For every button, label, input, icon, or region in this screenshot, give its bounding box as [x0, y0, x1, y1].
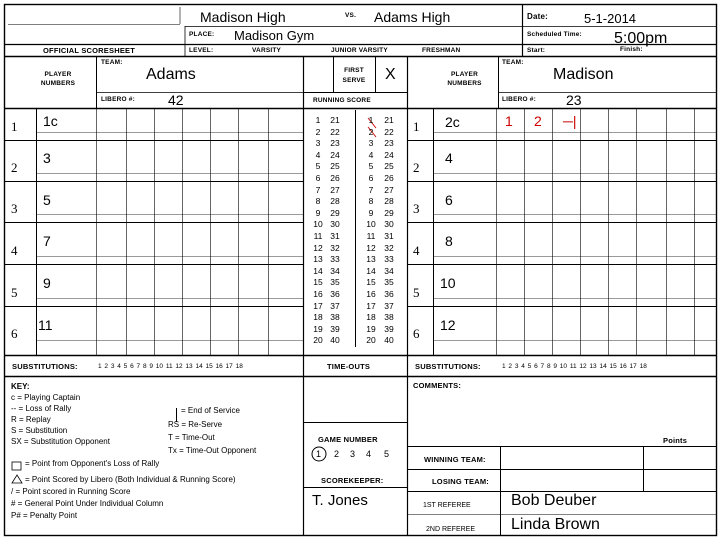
running-score-cell: 19	[366, 323, 376, 334]
game-number-5: 5	[384, 449, 390, 459]
running-score-cell: 20	[313, 335, 323, 346]
running-score-cell: 29	[384, 207, 394, 218]
running-score-cell: 9	[315, 207, 321, 218]
form-title: OFFICIAL SCORESHEET	[43, 46, 136, 55]
serve-mark-1: 1	[505, 113, 513, 129]
second-referee-label: 2ND REFEREE	[426, 526, 476, 533]
level-label: LEVEL:	[189, 47, 214, 54]
running-score-cell: 31	[384, 231, 394, 241]
running-score-cell: 8	[368, 196, 374, 207]
running-score-cell: 19	[313, 323, 323, 334]
running-score-cell: 5	[315, 161, 321, 172]
running-score-cell: 10	[313, 219, 323, 230]
away-team-name: Adams High	[374, 9, 451, 25]
winning-team-label: WINNING TEAM:	[424, 455, 486, 464]
running-score-cell: 32	[330, 242, 340, 253]
running-score-cell: 27	[330, 184, 340, 195]
running-score-cell: 37	[384, 300, 394, 311]
running-score-cell: 40	[384, 335, 394, 346]
running-score-cell: 5	[368, 161, 374, 172]
running-score-label: RUNNING SCORE	[313, 97, 371, 104]
timeouts-label: TIME-OUTS	[327, 362, 371, 371]
right-player-4: 8	[445, 233, 453, 249]
key-line-end-of-service: = End of Service	[181, 406, 240, 415]
running-score-cell: 2	[315, 126, 321, 137]
running-score-cell: 36	[330, 289, 340, 299]
right-rotation-1: 1	[413, 119, 420, 134]
running-score-cell: 14	[313, 265, 323, 276]
finish-label: Finish:	[620, 46, 643, 53]
running-score-cell: 21	[384, 115, 394, 125]
running-score-cell: 34	[330, 265, 340, 276]
running-score-cell: 31	[330, 231, 340, 241]
running-score-cell: 18	[366, 312, 376, 323]
scorekeeper-label: SCOREKEEPER:	[321, 476, 384, 485]
right-libero-label: LIBERO #:	[502, 96, 536, 103]
running-score-cell: 22	[384, 126, 394, 137]
running-score-cell: 28	[384, 196, 394, 207]
right-player-5: 10	[440, 275, 456, 291]
key-line-substitution: S = Substitution	[11, 426, 68, 435]
running-score-cell: 30	[330, 219, 340, 230]
running-score-cell: 21	[330, 115, 340, 125]
running-score-cell: 12	[313, 242, 323, 253]
running-score-cell: 33	[330, 254, 340, 265]
right-rotation-5: 5	[413, 285, 420, 300]
scheduled-time-label: Scheduled Time:	[527, 31, 582, 38]
running-score-cell: 11	[313, 231, 323, 241]
key-line-loss-of-rally: -- = Loss of Rally	[11, 404, 72, 413]
running-score-cell: 14	[366, 265, 376, 276]
place-value: Madison Gym	[234, 28, 315, 43]
place-label: PLACE:	[189, 31, 215, 38]
scorekeeper-name: T. Jones	[312, 492, 368, 509]
running-score-cell: 25	[330, 161, 340, 172]
running-score-cell: 18	[313, 312, 323, 323]
start-label: Start:	[527, 47, 546, 54]
key-line-opponent-loss: = Point from Opponent's Loss of Rally	[25, 459, 160, 468]
key-line-general-point: # = General Point Under Individual Column	[11, 499, 164, 508]
key-line-replay: R = Replay	[11, 415, 51, 424]
left-player-6: 11	[38, 317, 53, 333]
date-value: 5-1-2014	[584, 11, 637, 26]
running-score-cell: 26	[330, 173, 340, 183]
level-freshman: FRESHMAN	[422, 47, 461, 54]
right-substitutions-numbers: 1 2 3 4 5 6 7 8 9 10 11 12 13 14 15 16 17 18	[502, 363, 647, 370]
left-rotation-2: 2	[11, 160, 18, 175]
running-score-cell: 16	[366, 289, 376, 299]
running-score-cell: 1	[368, 115, 374, 125]
right-player-2: 4	[445, 150, 453, 166]
right-player-numbers-header: PLAYER NUMBERS	[447, 71, 482, 87]
running-score-cell: 30	[384, 219, 394, 230]
running-score-cell: 26	[384, 173, 394, 183]
key-line-running-score: / = Point scored in Running Score	[11, 487, 131, 496]
running-score-cell: 24	[384, 149, 394, 160]
running-score-cell: 16	[313, 289, 323, 299]
home-team-name: Madison High	[200, 9, 286, 25]
running-score-cell: 25	[384, 161, 394, 172]
running-score-cell: 36	[384, 289, 394, 299]
running-score-cell: 4	[315, 149, 321, 160]
key-line-timeout-opponent: Tx = Time-Out Opponent	[168, 446, 257, 455]
left-player-2: 3	[43, 150, 51, 166]
left-player-5: 9	[43, 275, 51, 291]
first-serve-mark: X	[385, 66, 396, 83]
running-score-cell: 15	[366, 277, 376, 288]
right-team-label: TEAM:	[502, 59, 524, 66]
running-score-cell: 6	[368, 173, 374, 183]
running-score-cell: 23	[384, 138, 394, 149]
game-number-1: 1	[316, 449, 322, 459]
running-score-cell: 17	[366, 300, 376, 311]
running-score-cell: 11	[366, 231, 376, 241]
right-team-name: Madison	[553, 66, 614, 83]
running-score-cell: 17	[313, 300, 323, 311]
second-referee-name: Linda Brown	[511, 516, 600, 533]
date-label: Date:	[527, 12, 549, 21]
running-score-cell: 2	[368, 126, 374, 137]
left-rotation-3: 3	[11, 201, 18, 216]
key-line-libero-point: = Point Scored by Libero (Both Individual & Running Score)	[25, 475, 236, 484]
left-rotation-1: 1	[11, 119, 18, 134]
running-score-cell: 35	[384, 277, 394, 288]
scheduled-time-value: 5:00pm	[614, 30, 668, 47]
running-score-cell: 23	[330, 138, 340, 149]
comments-label: COMMENTS:	[413, 381, 462, 390]
running-score-cell: 39	[330, 323, 340, 334]
running-score-cell: 20	[366, 335, 376, 346]
running-score-cell: 34	[384, 265, 394, 276]
key-line-penalty: P# = Penalty Point	[11, 511, 78, 520]
running-score-cell: 38	[384, 312, 394, 323]
right-rotation-2: 2	[413, 160, 420, 175]
running-score-cell: 37	[330, 300, 340, 311]
running-score-cell: 4	[368, 149, 374, 160]
running-score-cell: 12	[366, 242, 376, 253]
key-title: KEY:	[11, 382, 30, 391]
left-team-label: TEAM:	[101, 59, 123, 66]
game-number-label: GAME NUMBER	[318, 435, 378, 444]
running-score-cell: 33	[384, 254, 394, 265]
right-libero-number: 23	[566, 92, 582, 108]
key-line-captain: c = Playing Captain	[11, 393, 81, 402]
running-score-cell: 13	[313, 254, 323, 265]
running-score-cell: 8	[315, 196, 321, 207]
running-score-cell: 27	[384, 184, 394, 195]
right-player-1: 2c	[445, 114, 460, 130]
running-score-cell: 6	[315, 173, 321, 183]
level-jv: JUNIOR VARSITY	[331, 47, 388, 54]
running-score-cell: 3	[368, 138, 374, 149]
left-substitutions-label: SUBSTITUTIONS:	[12, 362, 78, 371]
serve-mark-2: 2	[534, 113, 542, 129]
right-rotation-4: 4	[413, 243, 420, 258]
running-score-cell: 38	[330, 312, 340, 323]
losing-team-label: LOSING TEAM:	[432, 477, 489, 486]
running-score-cell: 35	[330, 277, 340, 288]
running-score-cell: 10	[366, 219, 376, 230]
points-label: Points	[663, 436, 688, 445]
game-number-3: 3	[350, 449, 356, 459]
level-varsity: VARSITY	[252, 47, 282, 54]
left-team-name: Adams	[146, 66, 196, 83]
first-referee-name: Bob Deuber	[511, 492, 597, 509]
left-libero-label: LIBERO #:	[101, 96, 135, 103]
right-player-6: 12	[440, 317, 456, 333]
running-score-cell: 15	[313, 277, 323, 288]
running-score-cell: 13	[366, 254, 376, 265]
left-player-4: 7	[43, 233, 51, 249]
running-score-cell: 3	[315, 138, 321, 149]
key-line-reserve: RS = Re-Serve	[168, 420, 223, 429]
right-player-3: 6	[445, 192, 453, 208]
running-score-cell: 39	[384, 323, 394, 334]
key-line-timeout: T = Time-Out	[168, 433, 215, 442]
game-number-4: 4	[366, 449, 372, 459]
right-substitutions-label: SUBSTITUTIONS:	[415, 362, 481, 371]
right-rotation-3: 3	[413, 201, 420, 216]
left-libero-number: 42	[168, 92, 184, 108]
running-score-cell: 24	[330, 149, 340, 160]
running-score-cell: 1	[315, 115, 321, 125]
first-serve-label: FIRST SERVE	[342, 67, 366, 84]
left-player-3: 5	[43, 192, 51, 208]
running-score-cell: 40	[330, 335, 340, 346]
vs-label: VS.	[345, 12, 357, 19]
first-referee-label: 1ST REFEREE	[423, 502, 471, 509]
left-player-numbers-header: PLAYER NUMBERS	[40, 71, 76, 87]
key-line-sub-opponent: SX = Substitution Opponent	[11, 437, 110, 446]
left-substitutions-numbers: 1 2 3 4 5 6 7 8 9 10 11 12 13 14 15 16 17 18	[98, 363, 243, 370]
left-rotation-4: 4	[11, 243, 18, 258]
running-score-cell: 7	[368, 184, 374, 195]
game-number-2: 2	[334, 449, 340, 459]
running-score-cell: 7	[315, 184, 321, 195]
end-of-service-mark: ─|	[563, 113, 577, 129]
running-score-cell: 29	[330, 207, 340, 218]
running-score-cell: 22	[330, 126, 340, 137]
left-rotation-5: 5	[11, 285, 18, 300]
running-score-cell: 32	[384, 242, 394, 253]
running-score-cell: 28	[330, 196, 340, 207]
running-score-cell: 9	[368, 207, 374, 218]
right-rotation-6: 6	[413, 326, 420, 341]
left-player-1: 1c	[43, 113, 58, 129]
left-rotation-6: 6	[11, 326, 18, 341]
